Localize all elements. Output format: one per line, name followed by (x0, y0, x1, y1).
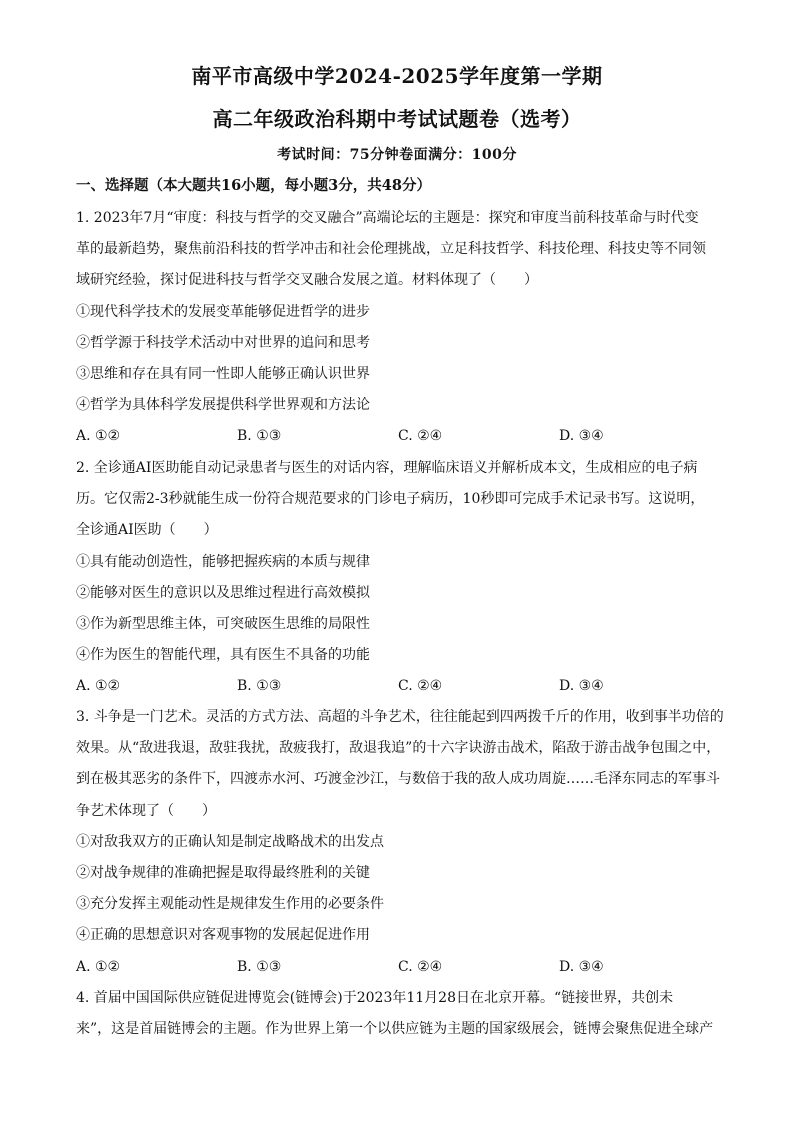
question-1 (76, 203, 721, 453)
exam-info: 考试时间：75分钟卷面满分：100分 (277, 147, 517, 163)
statement-item: ③作为新型思维主体，可突破医生思维的局限性 (76, 616, 370, 633)
option-c: C. ②④ (398, 958, 443, 975)
question-text-line: 历。它仅需2-3秒就能生成一份符合规范要求的门诊电子病历，10秒即可完成手术记录书写。这说明， (76, 491, 705, 508)
question-text-line: 革的最新趋势，聚焦前沿科技的哲学冲击和社会伦理挑战，立足科技哲学、科技伦理、科技史等不同领 (76, 241, 706, 258)
statement-item: ④作为医生的智能代理，具有医生不具备的功能 (76, 647, 370, 664)
question-text-line: 到在极其恶劣的条件下，四渡赤水河、巧渡金沙江，与数倍于我的敌人成功周旋……毛泽东同志的军事斗 (76, 771, 720, 788)
option-b: B. ①③ (237, 428, 282, 445)
question-text-line: 1. 2023年7月“审度：科技与哲学的交叉融合”高端论坛的主题是：探究和审度当前科技革命与时代变 (76, 210, 699, 226)
statement-item: ②能够对医生的意识以及思维过程进行高效模拟 (76, 584, 370, 601)
option-a: A. ①② (76, 678, 121, 695)
section-heading: 一、选择题（本大题共16小题，每小题3分，共48分） (76, 177, 431, 194)
question-text-line: 4. 首届中国国际供应链促进博览会(链博会)于2023年11月28日在北京开幕。“链接世界，共创未 (76, 990, 674, 1006)
exam-title-subject: 高二年级政治科期中考试试题卷（选考） (212, 107, 582, 131)
statement-item: ①现代科学技术的发展变革能够促进哲学的进步 (76, 303, 370, 320)
statement-item: ①具有能动创造性，能够把握疾病的本质与规律 (76, 553, 370, 570)
option-d: D. ③④ (559, 958, 604, 975)
question-text-line: 域研究经验，探讨促进科技与哲学交叉融合发展之道。材料体现了（ ） (76, 272, 538, 289)
question-text-line: 效果。从“敌进我退，敌驻我扰，敌疲我打，敌退我追”的十六字诀游击战术，陷敌于游击战争包围之中， (76, 740, 721, 757)
statement-item: ②哲学源于科技学术活动中对世界的追问和思考 (76, 334, 370, 351)
question-text-line: 全诊通AI医助（ ） (76, 522, 218, 539)
question-4 (76, 983, 721, 1045)
statement-item: ③充分发挥主观能动性是规律发生作用的必要条件 (76, 896, 384, 913)
option-b: B. ①③ (237, 678, 282, 695)
question-text-line: 争艺术体现了（ ） (76, 802, 216, 819)
question-3 (76, 702, 724, 983)
statement-item: ④正确的思想意识对客观事物的发展起促进作用 (76, 927, 370, 944)
statement-item: ③思维和存在具有同一性即人能够正确认识世界 (76, 366, 370, 383)
exam-title-school: 南平市高级中学2024-2025学年度第一学期 (191, 64, 603, 88)
statement-item: ②对战争规律的准确把握是取得最终胜利的关键 (76, 865, 370, 882)
statement-item: ④哲学为具体科学发展提供科学世界观和方法论 (76, 397, 370, 414)
answer-options (76, 952, 721, 983)
statement-item: ①对敌我双方的正确认知是制定战略战术的出发点 (76, 833, 384, 850)
question-2 (76, 453, 721, 703)
option-c: C. ②④ (398, 678, 443, 695)
question-text-line: 2. 全诊通AI医助能自动记录患者与医生的对话内容，理解临床语义并解析成本文，生成相应的电子病 (76, 460, 698, 476)
option-d: D. ③④ (559, 428, 604, 445)
option-c: C. ②④ (398, 428, 443, 445)
option-a: A. ①② (76, 958, 121, 975)
answer-options (76, 671, 721, 702)
answer-options (76, 421, 721, 452)
option-d: D. ③④ (559, 678, 604, 695)
question-text-line: 3. 斗争是一门艺术。灵活的方式方法、高超的斗争艺术，往往能起到四两拨千斤的作用，收到事半功倍的 (76, 709, 724, 725)
question-text-line: 来”，这是首届链博会的主题。作为世界上第一个以供应链为主题的国家级展会，链博会聚焦促进全球产 (76, 1021, 714, 1038)
option-b: B. ①③ (237, 958, 282, 975)
option-a: A. ①② (76, 428, 121, 445)
